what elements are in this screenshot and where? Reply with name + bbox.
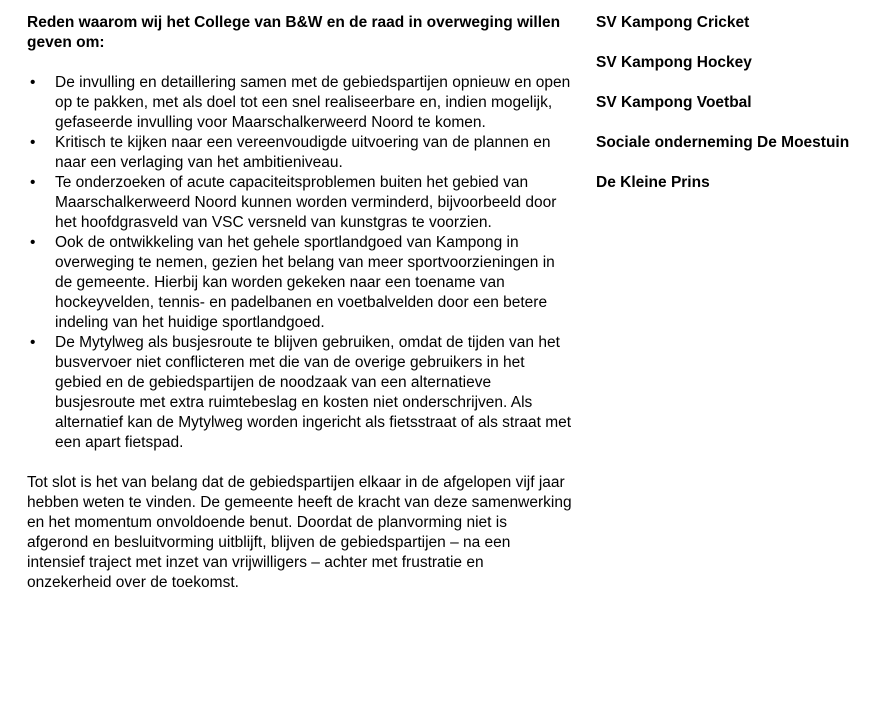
bullet-icon: • [30,334,36,351]
bullet-icon: • [30,174,36,191]
organization-name: Sociale onderneming De Moestuin [596,134,850,151]
list-item [27,133,572,173]
section-heading: Reden waarom wij het College van B&W en de raad in overweging willen geven om: [27,14,561,51]
list-item [27,233,572,333]
list-item [27,333,572,453]
bullet-icon: • [30,74,36,91]
organization-name: SV Kampong Voetbal [596,94,752,111]
organization-name: De Kleine Prins [596,174,710,191]
list-item [27,73,572,133]
bullet-icon: • [30,134,36,151]
organizations-sidebar [596,13,888,213]
list-item-text: De Mytylweg als busjesroute te blijven gebruiken, omdat de tijden van het busvervoer niet conflicteren met die van de overige gebruikers in het gebied en de gebiedspartijen de noodzaak van een alternatieve busjesroute met extra ruimtebeslag en kosten niet onderschrijven. Als alternatief kan de Mytylweg worden ingericht als fietsstraat of als straat met een apart fietspad. [55,334,572,451]
bullet-icon: • [30,234,36,251]
recommendation-list [27,73,572,453]
list-item-text: Kritisch te kijken naar een vereenvoudigde uitvoering van de plannen en naar een verlaging van het ambitieniveau. [55,134,551,171]
organization-name: SV Kampong Hockey [596,54,752,71]
list-item-text: Te onderzoeken of acute capaciteitsproblemen buiten het gebied van Maarschalkerweerd Noord kunnen worden verminderd, bijvoorbeeld door het hoofdgrasveld van VSC versneld van kunstgras te voorzien. [55,174,557,231]
main-content [27,13,572,593]
organization-name: SV Kampong Cricket [596,14,750,31]
list-item-text: De invulling en detaillering samen met de gebiedspartijen opnieuw en open op te pakken, met als doel tot een snel realiseerbare en, indien mogelijk, gefaseerde invulling voor Maarschalkerweerd Noord te komen. [55,74,571,131]
closing-paragraph: Tot slot is het van belang dat de gebiedspartijen elkaar in de afgelopen vijf jaar hebben weten te vinden. De gemeente heeft de kracht van deze samenwerking en het momentum onvoldoende benut. Doordat de planvorming niet is afgerond en besluitvorming uitblijft, blijven de gebiedspartijen – na een intensief traject met inzet van vrijwilligers – achter met frustratie en onzekerheid over de toekomst. [27,474,572,591]
list-item [27,173,572,233]
list-item-text: Ook de ontwikkeling van het gehele sportlandgoed van Kampong in overweging te nemen, gezien het belang van meer sportvoorzieningen in de gemeente. Hierbij kan worden gekeken naar een toename van hockeyvelden, tennis- en padelbanen en voetbalvelden door een betere indeling van het huidige sportlandgoed. [55,234,555,331]
